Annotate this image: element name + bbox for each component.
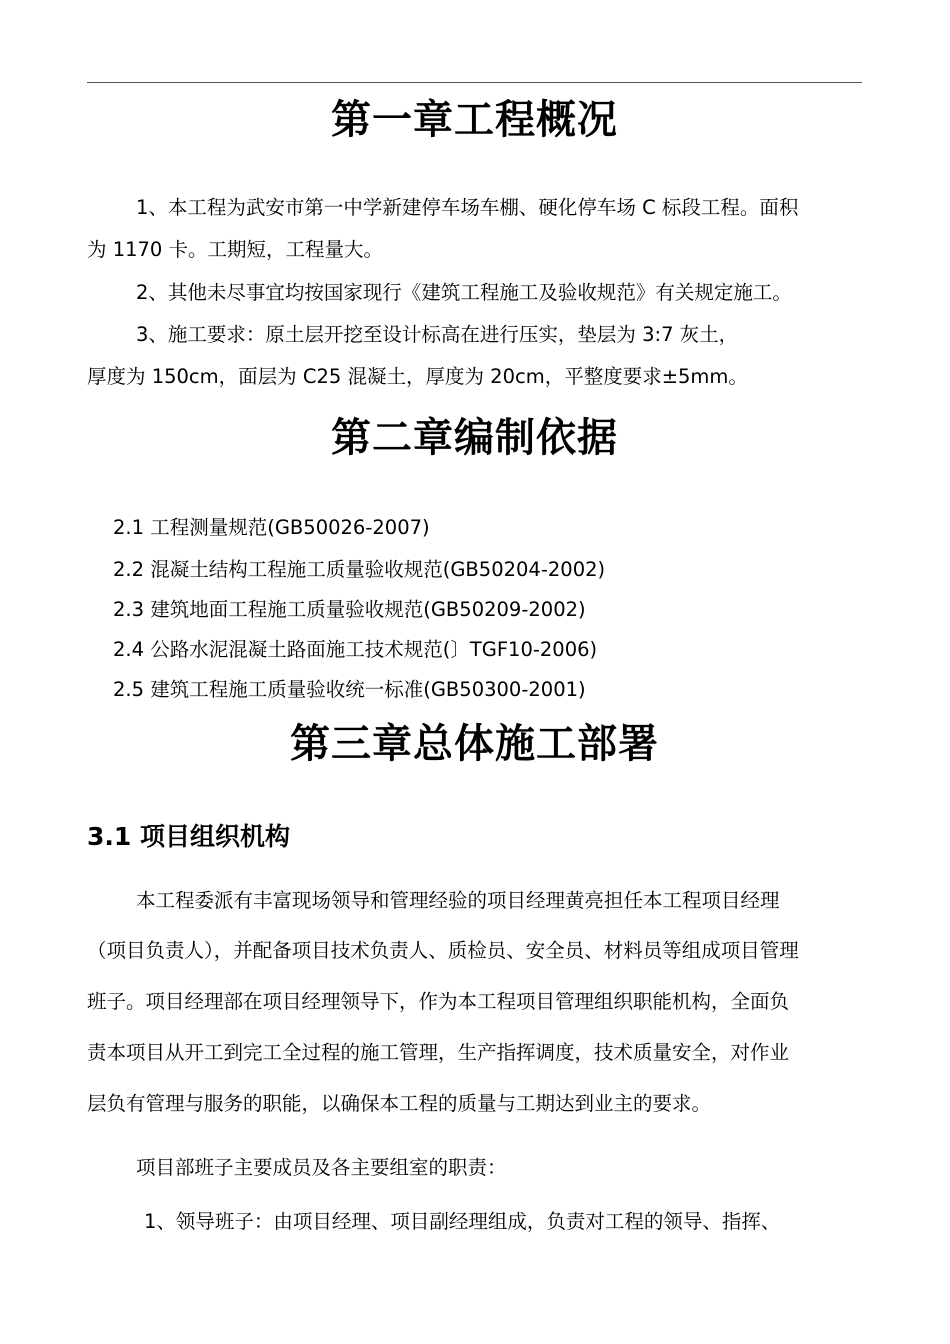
chapter-2-title: 第二章编制依据 <box>331 415 618 461</box>
standard-item-2-1: 2.1 工程测量规范(GB50026-2007) <box>113 516 430 539</box>
standard-item-2-4: 2.4 公路水泥混凝土路面施工技术规范(〕TGF10-2006) <box>113 638 598 661</box>
chapter-1-title: 第一章工程概况 <box>331 97 618 143</box>
chapter-3-title: 第三章总体施工部署 <box>290 721 659 767</box>
chapter-1-para-1-line-2: 为 1170 卡。工期短，工程量大。 <box>87 238 384 261</box>
section-3-1-para-line-5: 层负有管理与服务的职能，以确保本工程的质量与工期达到业主的要求。 <box>87 1092 712 1115</box>
section-3-1-para-3: 1、领导班子：由项目经理、项目副经理组成，负责对工程的领导、指挥、 <box>144 1210 781 1233</box>
section-3-1-para-line-3: 班子。项目经理部在项目经理领导下，作为本工程项目管理组织职能机构，全面负 <box>87 990 790 1013</box>
header-rule <box>87 82 862 83</box>
chapter-1-para-2: 2、其他未尽事宜均按国家现行《建筑工程施工及验收规范》有关规定施工。 <box>136 281 792 304</box>
standard-item-2-5: 2.5 建筑工程施工质量验收统一标准(GB50300-2001) <box>113 678 586 701</box>
standard-item-2-3: 2.3 建筑地面工程施工质量验收规范(GB50209-2002) <box>113 598 586 621</box>
standard-item-2-2: 2.2 混凝土结构工程施工质量验收规范(GB50204-2002) <box>113 558 606 581</box>
section-3-1-para-2: 项目部班子主要成员及各主要组室的职责： <box>136 1156 507 1179</box>
section-3-1-title: 3.1 项目组织机构 <box>87 822 290 851</box>
section-3-1-para-line-1: 本工程委派有丰富现场领导和管理经验的项目经理黄亮担任本工程项目经理 <box>136 889 780 912</box>
chapter-1-para-3-line-1: 3、施工要求：原土层开挖至设计标高在进行压实，垫层为 3:7 灰土， <box>136 323 739 346</box>
section-3-1-para-line-2: （项目负责人），并配备项目技术负责人、质检员、安全员、材料员等组成项目管理 <box>87 939 799 962</box>
section-3-1-para-line-4: 责本项目从开工到完工全过程的施工管理，生产指挥调度，技术质量安全，对作业 <box>87 1041 790 1064</box>
chapter-1-para-3-line-2: 厚度为 150cm，面层为 C25 混凝土，厚度为 20cm，平整度要求±5mm。 <box>87 365 748 388</box>
chapter-1-para-1-line-1: 1、本工程为武安市第一中学新建停车场车棚、硬化停车场 C 标段工程。面积 <box>136 196 799 219</box>
